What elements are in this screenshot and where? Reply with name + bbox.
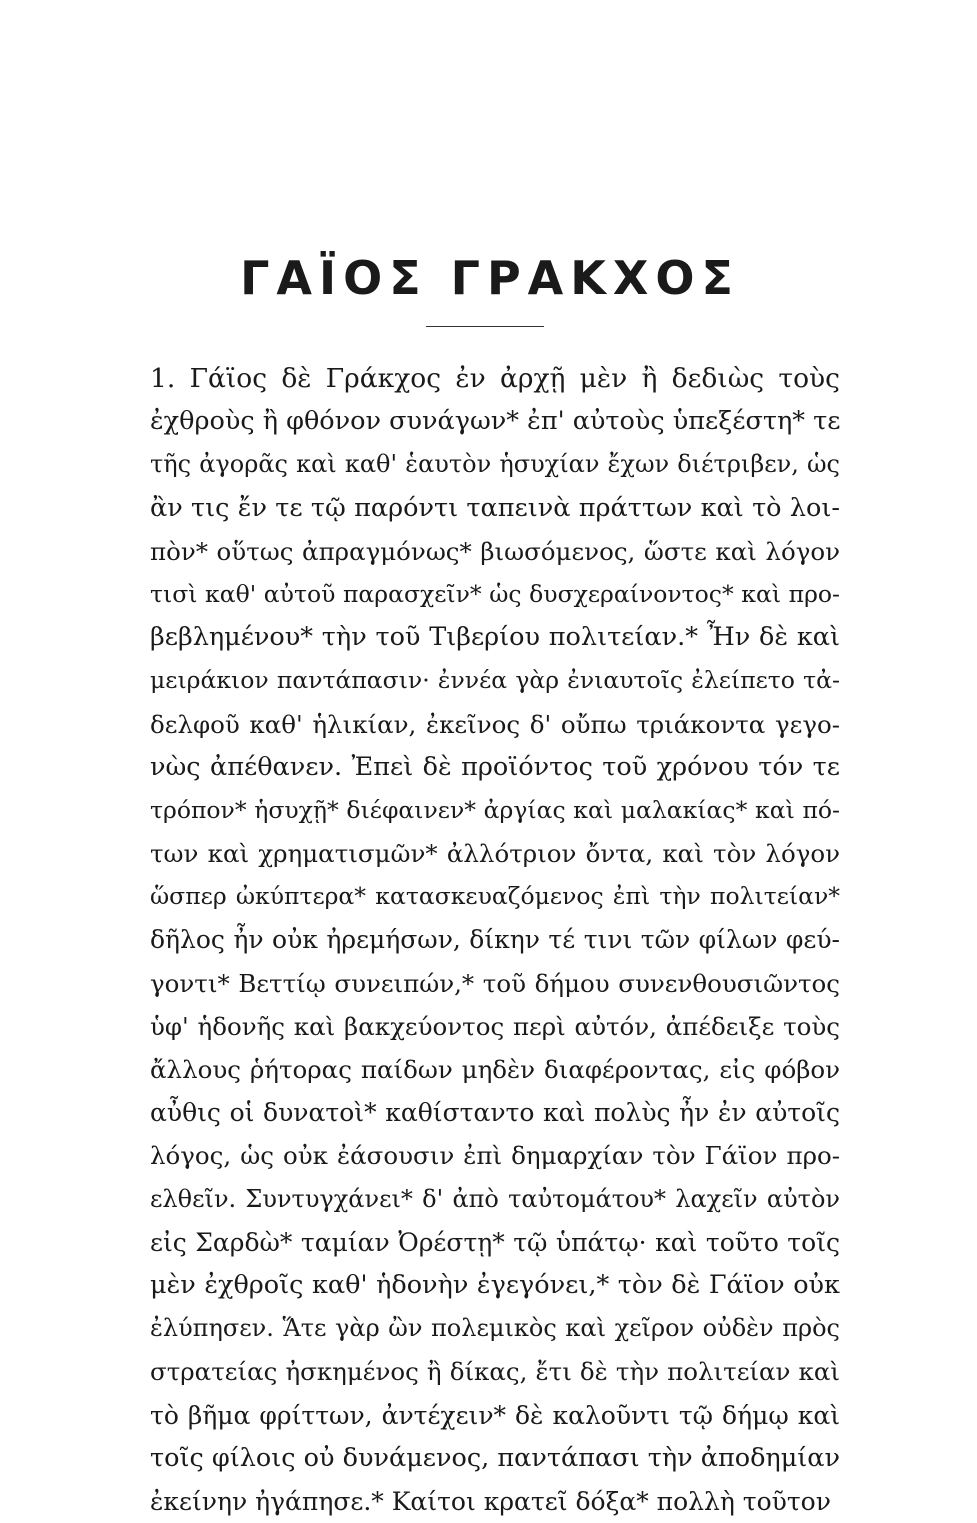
text-line: πὸν* οὕτως ἀπραγμόνως* βιωσόμενος, ὥστε καὶ λόγον	[150, 536, 840, 566]
text-line: εἰς Σαρδὼ* ταμίαν Ὀρέστῃ* τῷ ὑπάτῳ· καὶ τοῦτο τοῖς	[150, 1227, 840, 1257]
text-line: ελθεῖν. Συντυγχάνει* δ' ἀπὸ ταὐτομάτου* λαχεῖν αὐτὸν	[150, 1184, 840, 1213]
text-line: τισὶ καθ' αὐτοῦ παρασχεῖν* ὡς δυσχεραίνοντος* καὶ προ-	[150, 579, 840, 608]
text-line: ἐλύπησεν. Ἅτε γὰρ ὢν πολεμικὸς καὶ χεῖρον οὐδὲν πρὸς	[150, 1314, 840, 1343]
text-line: τὸ βῆμα φρίττων, ἀντέχειν* δὲ καλοῦντι τῷ δήμῳ καὶ	[150, 1400, 840, 1430]
text-line: δῆλος ἦν οὐκ ἠρεμήσων, δίκην τέ τινι τῶν φίλων φεύ-	[150, 925, 840, 955]
text-line: ἐχθροὺς ἢ φθόνον συνάγων* ἐπ' αὐτοὺς ὑπεξέστη* τε	[150, 406, 841, 437]
text-line: ἄλλους ῥήτορας παίδων μηδὲν διαφέροντας, εἰς φόβον	[150, 1055, 840, 1084]
text-line: τρόπον* ἡσυχῇ* διέφαινεν* ἀργίας καὶ μαλακίας* καὶ πό-	[150, 795, 840, 824]
text-line: μὲν ἐχθροῖς καθ' ἡδονὴν ἐγεγόνει,* τὸν δὲ Γάϊον οὐκ	[150, 1269, 840, 1300]
text-line: τοῖς φίλοις οὐ δυνάμενος, παντάπασι τὴν ἀποδημίαν	[150, 1442, 840, 1473]
text-line: ἂν τις ἔν τε τῷ παρόντι ταπεινὰ πράττων καὶ τὸ λοι-	[150, 492, 840, 523]
text-line: δελφοῦ καθ' ἡλικίαν, ἐκεῖνος δ' οὔπω τριάκοντα γεγο-	[150, 709, 840, 739]
text-line: ὥσπερ ὠκύπτερα* κατασκευαζόμενος ἐπὶ τὴν πολιτείαν*	[150, 882, 840, 911]
text-line: γοντι* Βεττίῳ συνειπών,* τοῦ δήμου συνενθουσιῶντος	[150, 968, 840, 998]
text-line: 1. Γάϊος δὲ Γράκχος ἐν ἀρχῇ μὲν ἢ δεδιὼς τοὺς	[150, 363, 840, 394]
text-line: νὼς ἀπέθανεν. Ἐπεὶ δὲ προϊόντος τοῦ χρόνου τόν τε	[150, 751, 840, 782]
title-rule	[426, 326, 544, 327]
text-line: ἐκείνην ἠγάπησε.* Καίτοι κρατεῖ δόξα* πολλὴ τοῦτον	[150, 1486, 831, 1516]
text-line: βεβλημένου* τὴν τοῦ Τιβερίου πολιτείαν.* Ἦν δὲ καὶ	[150, 622, 840, 653]
text-line: αὖθις οἱ δυνατοὶ* καθίσταντο καὶ πολὺς ἦν ἐν αὐτοῖς	[150, 1098, 840, 1128]
text-line: στρατείας ἠσκημένος ἢ δίκας, ἔτι δὲ τὴν πολιτείαν καὶ	[150, 1357, 840, 1387]
text-line: ὑφ' ἡδονῆς καὶ βακχεύοντος περὶ αὐτόν, ἀπέδειξε τοὺς	[150, 1011, 840, 1041]
text-line: λόγος, ὡς οὐκ ἐάσουσιν ἐπὶ δημαρχίαν τὸν Γάϊον προ-	[150, 1141, 840, 1171]
text-line: μειράκιον παντάπασιν· ἐννέα γὰρ ἐνιαυτοῖς ἐλείπετο τἀ-	[150, 666, 840, 695]
text-line: τῆς ἀγορᾶς καὶ καθ' ἑαυτὸν ἡσυχίαν ἔχων διέτριβεν, ὡς	[150, 450, 840, 479]
body-paragraph	[150, 357, 840, 1523]
text-line: των καὶ χρηματισμῶν* ἀλλότριον ὄντα, καὶ τὸν λόγον	[150, 839, 840, 869]
chapter-title: ΓΑΪΟΣ ΓΡΑΚΧΟΣ	[240, 251, 740, 305]
